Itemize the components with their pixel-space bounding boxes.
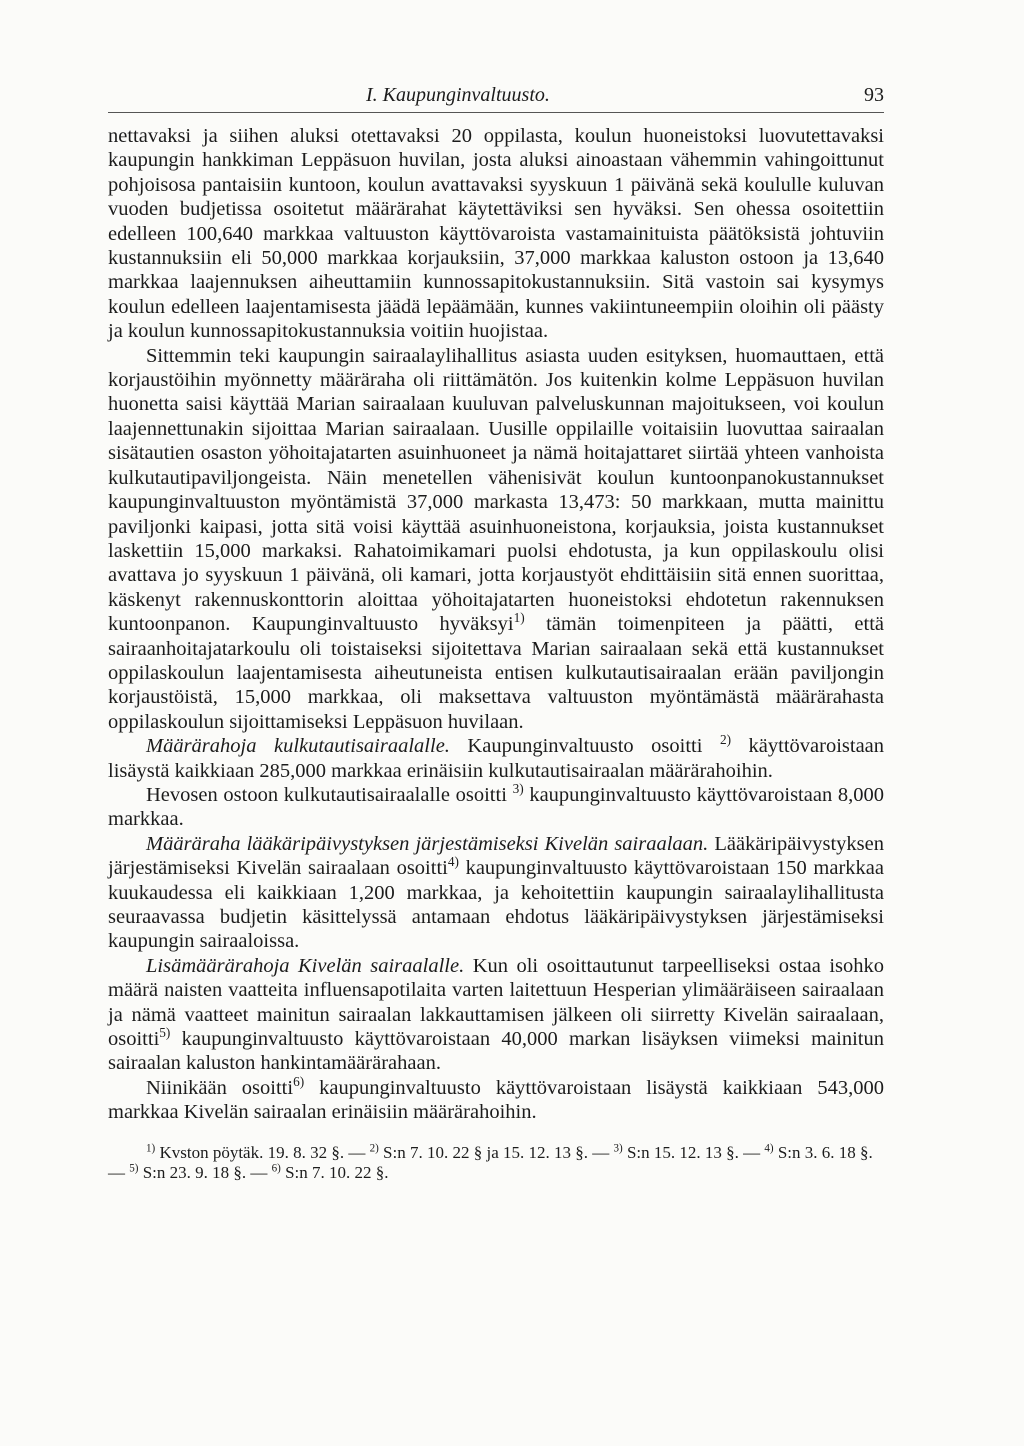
header-rule (108, 112, 884, 113)
footnote-text: S:n 15. 12. 13 §. — (626, 1142, 765, 1162)
footnote-text: S:n 7. 10. 22 § ja 15. 12. 13 §. — (383, 1142, 614, 1162)
footnote-ref-1: 1) (513, 610, 525, 626)
paragraph-7: Niinikään osoitti$^{6)}$ kaupunginvaltuusto käyttövaroistaan lisäystä kaikkiaan 543,000 markkaa Kivelän sairaalan erinäisiin määrärahoihin. (108, 1074, 884, 1124)
footnote-mark: 1) (146, 1142, 156, 1154)
footnote-text: Kvston pöytäk. 19. 8. 32 §. — (159, 1142, 370, 1162)
paragraph-5: Määräraha lääkäripäivystyksen järjestämiseksi Kivelän sairaalaan. Lääkäripäivystyksen järjestämiseksi Kivelän sairaalaan osoitti$^{4)}$ kaupunginvaltuusto käyttövaroistaan 150 markkaa kuukaudessa eli kaikkiaan 1,200 markkaa, ja kehoitettiin kaupungin sairaalaylihallitusta seuraavassa budjetin käsittelyssä antamaan ehdotus lääkäripäivystyksen järjestämiseksi kaupungin sairaaloissa. (108, 832, 884, 953)
section-heading: Lisämäärärahoja Kivelän sairaalalle. (146, 954, 465, 977)
footnote-ref-6: 6) (293, 1074, 305, 1090)
page-header (108, 84, 884, 114)
document-page (108, 84, 884, 1183)
section-heading: Määräraha lääkäripäivystyksen järjestämiseksi Kivelän sairaalaan. (146, 832, 709, 855)
footnote-list (108, 1143, 884, 1183)
footnote-mark: 2) (369, 1142, 379, 1154)
footnote-mark: 4) (764, 1142, 774, 1154)
footnote-text: S:n 7. 10. 22 §. (285, 1162, 389, 1182)
footnote-ref-3: 3) (512, 781, 524, 797)
page-number: 93 (864, 84, 884, 106)
paragraph-3: Määrärahoja kulkutautisairaalalle. Kaupunginvaltuusto osoitti $^{2)}$ käyttövaroistaan lisäystä kaikkiaan 285,000 markkaa erinäisiin kulkutautisairaalan määrärahoihin. (108, 732, 885, 782)
body-text (108, 124, 884, 1125)
footnote-mark: 5) (129, 1162, 139, 1174)
paragraph-4: Hevosen ostoon kulkutautisairaalalle osoitti $^{3)}$ kaupunginvaltuusto käyttövaroistaan 8,000 markkaa. (108, 781, 884, 831)
footnote-text: S:n 23. 9. 18 §. — (142, 1162, 272, 1182)
footnote-mark: 3) (613, 1142, 623, 1154)
footnote-mark: 6) (271, 1162, 281, 1174)
footnote-text: S:n 3. 6. 18 §. — (108, 1142, 873, 1182)
footnotes (108, 1143, 884, 1183)
paragraph-6: Lisämäärärahoja Kivelän sairaalalle. Kun oli osoittautunut tarpeelliseksi ostaa isohko määrä naisten vaatteita influensapotilaita varten laitettuun Hesperian ylimääräiseen sairaalaan ja nämä vaatteet mainitun sairaalan lakkauttamisen jälkeen oli siirretty Kivelän sairaalaan, osoitti$^{5)}$ kaupunginvaltuusto käyttövaroistaan 40,000 markan lisäyksen viimeksi mainitun sairaalan kaluston hankintamäärärahaan. (108, 954, 885, 1075)
footnote-ref-5: 5) (159, 1025, 171, 1041)
paragraph-2: Sittemmin teki kaupungin sairaalaylihallitus asiasta uuden esityksen, huomauttaen, että korjaustöihin myönnetty määräraha oli riittämätön. Jos kuitenkin kolme Leppäsuon huvilan huonetta saisi käyttää Marian sairaalaan kuuluvan palveluskunnan majoitukseen, voi koulun laajennettunakin sijoittaa Marian sairaalaan. Uusille oppilaille voitaisiin luovuttaa sairaalan sisätautien osaston yöhoitajatarten asuinhuoneet ja nämä hoitajattaret siirtää yhteen vanhoista kulkutautipaviljongeista. Näin menetellen vähenisivät koulun kuntoonpanokustannukset kaupunginvaltuuston myöntämistä 37,000 markasta 13,473: 50 markkaan, mutta mainittu paviljonki kaipasi, jotta sitä voisi käyttää asuinhuoneistona, korjauksia, joista kustannukset laskettiin 15,000 markaksi. Rahatoimikamari puolsi ehdotusta, ja kun oppilaskoulu olisi avattava jo syyskuun 1 päivänä, oli kamari, jotta korjaustyöt ehdittäisiin sitä ennen suorittaa, käskenyt rakennuskonttorin aloittaa yöhoitajatarten huoneistoksi ehdotetun rakennuksen kuntoonpanon. Kaupunginvaltuusto hyväksyi$^{1)}$ tämän toimenpiteen ja päätti, että sairaanhoitajatarkoulu oli toistaiseksi sijoitettava Marian sairaalaan sekä että kustannukset oppilaskoulun laajentamisesta aiheutuneista entisen kulkutautisairaalan erään paviljongin korjaustöistä, 15,000 markkaa, oli maksettava valtuuston myöntämästä määrärahasta oppilaskoulun sijoittamiseksi Leppäsuon huvilaan. (108, 344, 884, 733)
footnote-ref-2: 2) (719, 732, 732, 748)
paragraph-1: nettavaksi ja siihen aluksi otettavaksi 20 oppilasta, koulun huoneistoksi luovutettavaksi kaupungin hankkiman Leppäsuon huvilan, josta aluksi ainoastaan vähemmin vahingoittunut pohjoisosa pantaisiin kuntoon, koulun avattavaksi syyskuun 1 päivänä sekä koululle kuluvan vuoden budjetissa osoitetut määrärahat käytettäviksi sen hyväksi. Sen ohessa osoitettiin edelleen 100,640 markkaa valtuuston käyttövaroista vastamainituista päätöksistä johtuviin kustannuksiin eli 50,000 markkaa korjauksiin, 37,000 markkaa kaluston ostoon ja 13,640 markkaa laajennuksen aiheuttamiin kunnossapitokustannuksiin. Sitä vastoin sai kysymys koulun edelleen laajentamisesta jäädä lepäämään, kunnes vakiintuneempiin oloihin oli päästy ja koulun kunnossapitokustannuksia voitiin huojistaa. (108, 125, 884, 343)
section-heading: Määrärahoja kulkutautisairaalalle. (146, 735, 450, 758)
footnote-ref-4: 4) (447, 854, 459, 870)
running-title: I. Kaupunginvaltuusto. (366, 84, 550, 106)
